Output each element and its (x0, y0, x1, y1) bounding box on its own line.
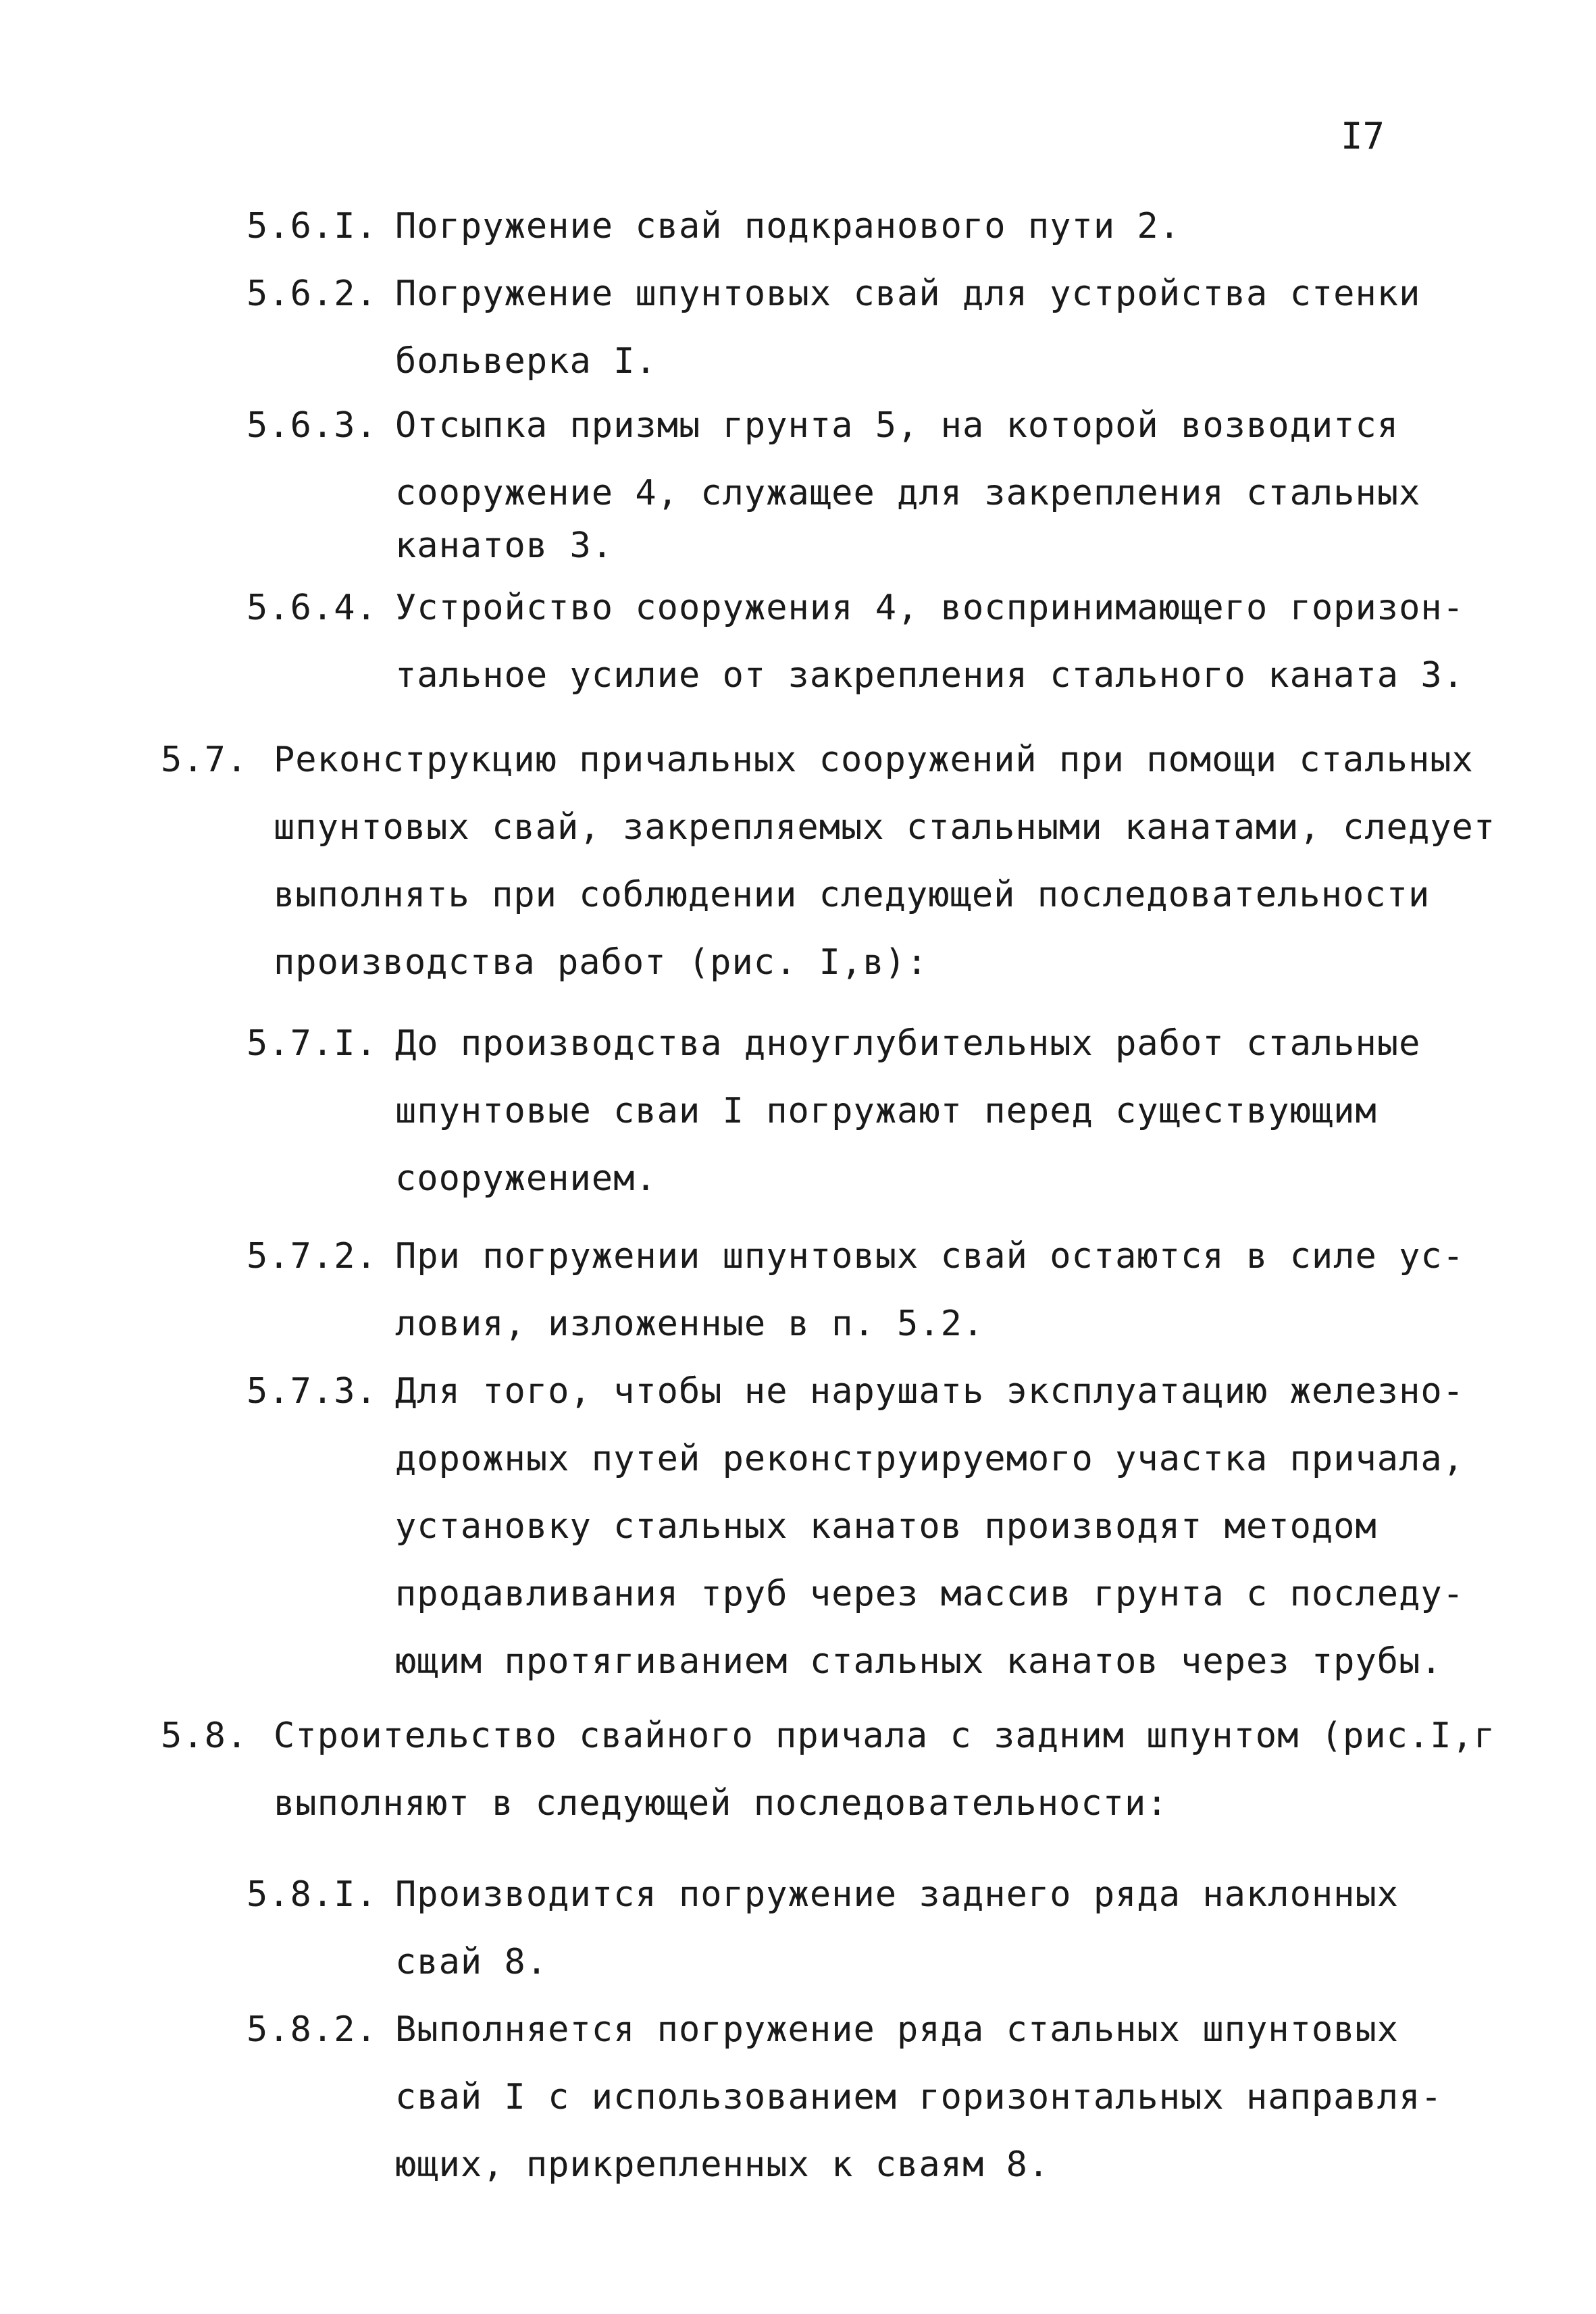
text-line: Устройство сооружения 4, воспринимающего горизон- (395, 588, 1465, 628)
paragraph-number: 5.6.2. (247, 274, 378, 314)
text-line: сооружением. (395, 1158, 657, 1199)
text-line: Погружение шпунтовых свай для устройства стенки (395, 274, 1421, 314)
text-line: больверка I. (395, 341, 657, 382)
text-line: Строительство свайного причала с задним шпунтом (рис.I,г (274, 1716, 1496, 1756)
paragraph-number: 5.6.4. (247, 588, 378, 628)
page-number: I7 (1341, 115, 1385, 157)
text-line: До производства дноуглубительных работ стальные (395, 1023, 1421, 1064)
text-line: установку стальных канатов производят методом (395, 1506, 1377, 1547)
text-line: свай 8. (395, 1942, 548, 1982)
text-line: Для того, чтобы не нарушать эксплуатацию железно- (395, 1371, 1465, 1412)
text-line: производства работ (рис. I,в): (274, 942, 929, 983)
text-line: Реконструкцию причальных сооружений при помощи стальных (274, 740, 1474, 780)
paragraph-number: 5.8.2. (247, 2009, 378, 2050)
text-line: Производится погружение заднего ряда наклонных (395, 1874, 1399, 1915)
text-line: ющим протягиванием стальных канатов через трубы. (395, 1641, 1443, 1682)
paragraph-number: 5.7.I. (247, 1023, 378, 1064)
paragraph-number: 5.8.I. (247, 1874, 378, 1915)
paragraph-number: 5.7.2. (247, 1236, 378, 1277)
paragraph-number: 5.8. (161, 1716, 249, 1756)
text-line: шпунтовые сваи I погружают перед существующим (395, 1091, 1377, 1131)
text-line: Выполняется погружение ряда стальных шпунтовых (395, 2009, 1399, 2050)
text-line: При погружении шпунтовых свай остаются в силе ус- (395, 1236, 1465, 1277)
paragraph-number: 5.6.I. (247, 206, 378, 247)
text-line: шпунтовых свай, закрепляемых стальными канатами, следует (274, 807, 1496, 848)
text-line: ющих, прикрепленных к сваям 8. (395, 2144, 1050, 2185)
paragraph-number: 5.7.3. (247, 1371, 378, 1412)
paragraph-number: 5.7. (161, 740, 249, 780)
text-line: Погружение свай подкранового пути 2. (395, 206, 1181, 247)
text-line: выполнять при соблюдении следующей последовательности (274, 875, 1431, 915)
paragraph-number: 5.6.3. (247, 405, 378, 446)
text-line: Отсыпка призмы грунта 5, на которой возводится (395, 405, 1399, 446)
text-line: сооружение 4, служащее для закрепления стальных (395, 473, 1421, 513)
text-line: ловия, изложенные в п. 5.2. (395, 1304, 985, 1344)
text-line: продавливания труб через массив грунта с последу- (395, 1574, 1465, 1614)
text-line: канатов 3. (395, 525, 614, 566)
text-line: тальное усилие от закрепления стального каната 3. (395, 655, 1465, 696)
text-line: дорожных путей реконструируемого участка причала, (395, 1439, 1465, 1479)
text-line: свай I с использованием горизонтальных направля- (395, 2077, 1443, 2117)
text-line: выполняют в следующей последовательности: (274, 1783, 1168, 1824)
